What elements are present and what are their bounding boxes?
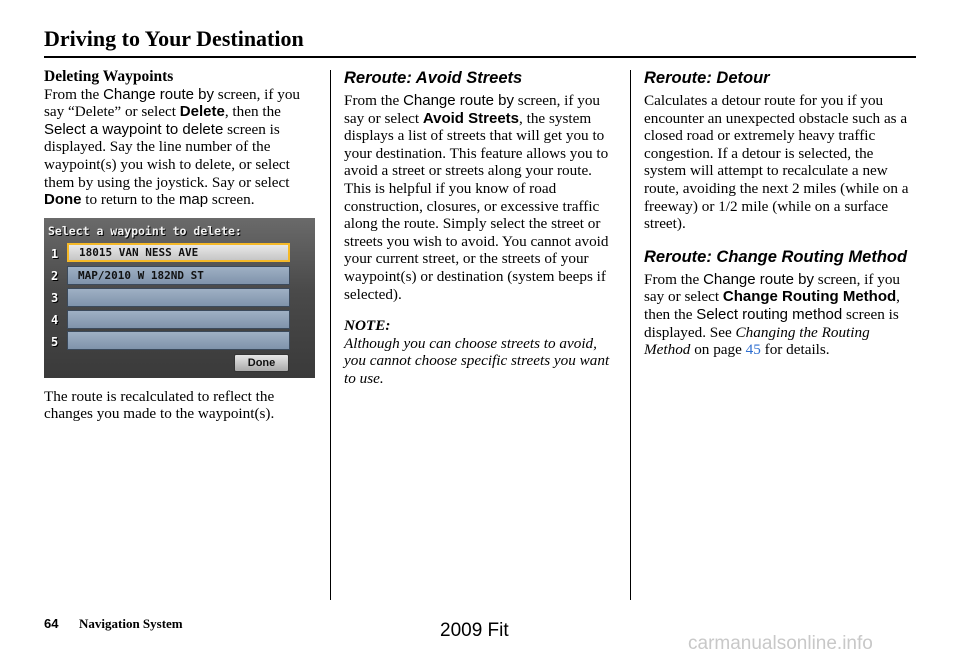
recalculated-paragraph: The route is recalculated to reflect the changes you made to the waypoint(s). (44, 387, 275, 423)
text-run: to return to the (81, 191, 179, 209)
text-run: , then the (644, 288, 900, 323)
text-run: From the (44, 85, 104, 103)
text-run: From the (344, 92, 404, 109)
text-run: on page (690, 341, 746, 359)
text-run: , then the (224, 103, 281, 121)
column-divider-1 (330, 70, 331, 600)
waypoint-row-3[interactable] (67, 288, 290, 307)
screen-title: Select a waypoint to delete: (48, 223, 242, 238)
row-number: 5 (51, 334, 59, 349)
ui-term-change-route-by: Change route by (103, 85, 214, 103)
waypoint-row-5[interactable] (67, 331, 290, 350)
ui-term-map: map (178, 191, 209, 209)
ui-term-change-route-by: Change route by (403, 92, 514, 109)
section-heading-change-routing-method: Reroute: Change Routing Method (644, 247, 908, 266)
column-divider-2 (630, 70, 631, 600)
ui-term-select-routing-method: Select routing method (696, 305, 843, 323)
text-run: for details. (760, 341, 830, 359)
text-run: screen, if you say or select (644, 270, 901, 306)
header-rule (44, 56, 916, 58)
waypoint-row-2[interactable]: MAP/2010 W 182ND ST (67, 266, 290, 285)
ui-term-avoid-streets: Avoid Streets (422, 109, 519, 127)
ui-term-delete: Delete (179, 103, 225, 121)
column-avoid-streets (344, 68, 620, 388)
column-detour (644, 68, 916, 359)
text-run: screen, if you say or select (344, 92, 601, 127)
done-button[interactable]: Done (234, 354, 289, 372)
text-run: screen is displayed. Say the line number of the waypoint(s) you wish to delete, or select them by using the joystick. Say or select (44, 120, 290, 191)
footer-system-name: Navigation System (79, 616, 183, 631)
note-label: NOTE: (344, 317, 391, 335)
reference-title: Changing the Routing Method (644, 323, 870, 359)
change-routing-paragraph (644, 271, 916, 359)
section-heading-detour: Reroute: Detour (644, 69, 770, 87)
ui-term-change-route-by: Change route by (703, 270, 814, 288)
ui-term-select-waypoint: Select a waypoint to delete (44, 120, 224, 138)
waypoint-row-1[interactable]: 18015 VAN NESS AVE (67, 243, 290, 262)
text-run: screen is displayed. See (644, 305, 899, 341)
text-run: , the system displays a list of streets that will get you to your destination. This feature allows you to avoid a street or streets along your route. This is helpful if you know of road construction, closures, or excessive traffic along the route. Simply select the street or streets you wish to avoid. You cannot avoid your current street, or the streets of your waypoint(s) or destination (system beeps if selected). (344, 109, 609, 303)
section-heading-avoid-streets: Reroute: Avoid Streets (344, 69, 523, 87)
avoid-streets-paragraph (344, 92, 620, 303)
ui-term-change-routing-method: Change Routing Method (722, 288, 897, 306)
section-heading-deleting-waypoints: Deleting Waypoints (44, 68, 174, 85)
watermark: carmanualsonline.info (688, 633, 873, 654)
column-deleting-waypoints (44, 68, 320, 423)
deleting-waypoints-paragraph (44, 86, 320, 209)
footer-model-year: 2009 Fit (440, 620, 509, 641)
detour-paragraph: Calculates a detour route for you if you encounter an unexpected obstacle such as a closed road or extremely heavy traffic congestion. If a detour is selected, the system will attempt to recalculate a new route, avoiding the next 2 miles (while on a freeway) or 1/2 mile (while on a surface street). (644, 92, 909, 233)
page-title: Driving to Your Destination (44, 26, 304, 51)
text-run: screen, if you say “Delete” or select (44, 85, 301, 121)
waypoint-delete-screen-image (44, 218, 315, 378)
waypoint-row-4[interactable] (67, 310, 290, 329)
text-run: screen. (208, 191, 255, 209)
row-number: 3 (51, 290, 59, 305)
row-number: 1 (51, 246, 59, 261)
ui-term-done: Done (44, 191, 82, 209)
page-number: 64 (44, 616, 59, 631)
page-link[interactable]: 45 (745, 341, 761, 359)
note-body: Although you can choose streets to avoid, you cannot choose specific streets you want to use. (344, 334, 610, 387)
row-number: 2 (51, 268, 59, 283)
row-number: 4 (51, 312, 59, 327)
text-run: From the (644, 270, 704, 288)
